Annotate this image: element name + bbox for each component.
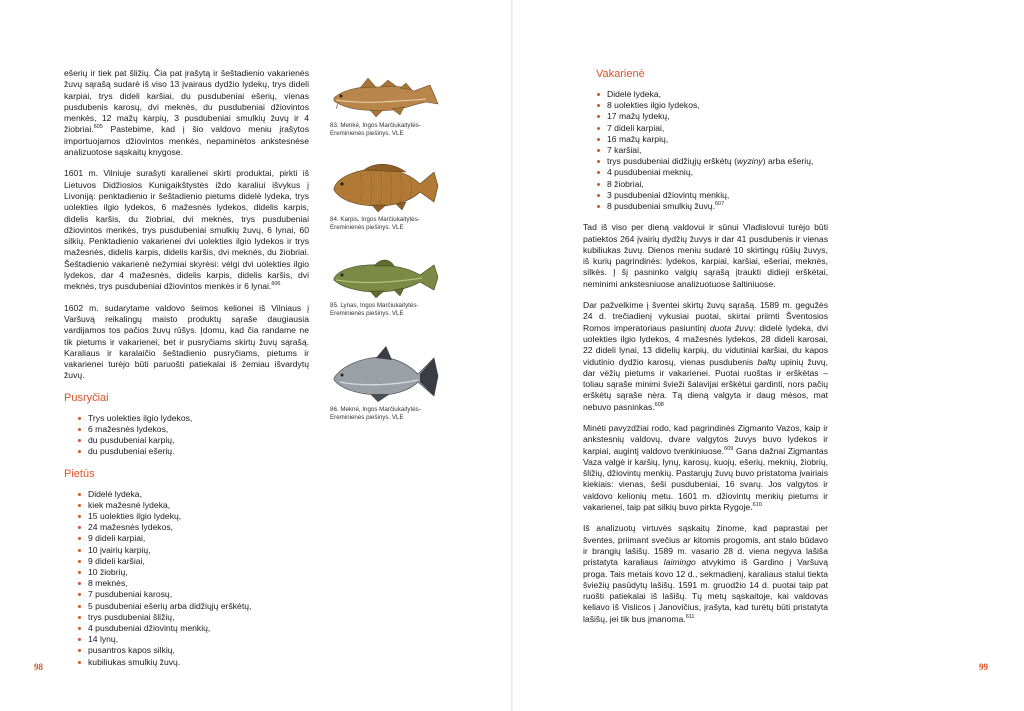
list-item: Didelė lydeka, — [88, 489, 309, 500]
list-item: 14 lynų, — [88, 634, 309, 645]
list-item: 6 mažesnės lydekos, — [88, 424, 309, 435]
cod-illustration — [330, 72, 442, 120]
right-paragraph-3: Minėti pavyzdžiai rodo, kad pagrindinės Zigmanto Vazos, kaip ir ankstesnių valdovų, dvare valgytos žuvys buvo lydekos ir karpiai, augintį valdovo tvenkiniuose.$^{609}$ Gana dažnai Zigmantas Vaza valgė ir karšių, lynų, karosų, kuojų, ešerių, meknių, žiobrių, šližių, džiovintų menkių. Pastarųjų žuvų buvo pristatoma įvairiais kiekiais: vienas, šeši pusdubeniai, 16 svarų. Jos valgytos ir valdovo kelionių metu. 1601 m. džiovintų menkių pietums ir vakarienei, taip pat silkių buvo pirkta Rygoje.$^{610}$ — [583, 422, 828, 513]
list-item: 9 dideli karpiai, — [88, 533, 309, 544]
list-item: du pusdubeniai ešerių. — [88, 446, 309, 457]
left-text-column — [64, 68, 309, 678]
list-item: 4 pusdubeniai džiovintų menkių, — [88, 623, 309, 634]
list-item: 7 karšiai, — [607, 145, 828, 156]
figure-caption-83: 83. Menkė, Ingos Marčiukaitytės-Ereminienės piešinys. VLE — [330, 122, 421, 138]
right-paragraph-1: Tad iš viso per dieną valdovui ir sūnui Vladislovui turėjo būti patiektos 264 įvairių dydžių žuvys ir dar 41 pusdubenis ir vienas kubiliukas žuvų. Dienos meniu sudarė 10 skirtingų rūšių žuvys, iš kurių pagrindinės: lydekos, karpiai, karšiai, ešeriai, meknės, silkės. Į šį pasninko valgių sąrašą įtraukti didieji erškėtai, neminimi ankstesniuose analizuotuose šaltiniuose. — [583, 222, 828, 289]
list-item: trys pusdubeniai didžiųjų erškėtų (wyziny) arba ešerių, — [607, 156, 828, 167]
list-item: 8 uolekties ilgio lydekos, — [607, 100, 828, 111]
list-item: kubiliukas smulkių žuvų. — [88, 657, 309, 668]
list-item: 7 dideli karpiai, — [607, 123, 828, 134]
list-item: 9 dideli karšiai, — [88, 556, 309, 567]
figure-tench — [330, 254, 445, 318]
list-item: 17 mažų lydekų, — [607, 111, 828, 122]
tench-illustration — [330, 254, 442, 300]
list-item: 10 įvairių karpių, — [88, 545, 309, 556]
bream-illustration — [330, 344, 442, 404]
list-item: 4 pusdubeniai meknių, — [607, 167, 828, 178]
list-item: 8 meknės, — [88, 578, 309, 589]
left-paragraph-2: 1601 m. Vilniuje surašyti karalienei skirti produktai, pirkti iš Lietuvos Didžiosios Kunigaikštystės iždo karaliui išvykus į Livoniją: penktadienio ir šeštadienio pietums didelė lydeka, trys uolekties ilgio lydekos, 6 mažesnės lydekos, didelis karpis, didelis karšis, du žiobriai, dvi meknės, trys pusdubeniai džiovintos menkės, trys pusdubeniai smulkių žuvų, 6 lynai, 60 silkių. Penktadienio vakarienei dvi uolekties ilgio lydekos ir trys mažesnės, didelis karpis, didelis karšis, dvi meknės, du žiobriai. Šeštadienio vakarienė nežymiai skyrėsi: vėlgi dvi uolekties ilgio lydekos, dar 4 mažesnės, didelis karpis, didelis karšis, dvi meknės, trys pusdubeniai džiovintos menkės ir 6 lynai.$^{606}$ — [64, 168, 309, 292]
left-paragraph-1: ešerių ir tiek pat šližių. Čia pat įrašytą ir šeštadienio vakarienės žuvų sąrašą sudarė iš viso 13 įvairaus dydžio lydekų, trys dideli karpiai, trys dideli karšiai, du pusdubeniai ešerių, vienas pusdubenis karosų, dvi meknės, du pusdubeniai džiovintos menkės, 12 mažų karpių, 3 pusdubeniai smulkių žuvų ir 4 žiobriai.$^{605}$ Pastebime, kad į šio valdovo meniu įrašytos importuojamos džiovintos menkės, nepaminėtos ankstesnėse analizuotose sąskaitų knygose. — [64, 68, 309, 158]
list-item: kiek mažesnė lydeka, — [88, 500, 309, 511]
lunch-heading: Pietūs — [64, 467, 95, 480]
list-item: pusantros kapos silkių, — [88, 645, 309, 656]
page-number-right: 99 — [979, 662, 988, 672]
page-gutter — [511, 0, 513, 711]
list-item: 24 mažesnės lydekos, — [88, 522, 309, 533]
list-item: 3 pusdubeniai džiovintų menkių, — [607, 190, 828, 201]
list-item: 10 žiobrių, — [88, 567, 309, 578]
list-item: trys pusdubeniai šližių, — [88, 612, 309, 623]
figure-caption-86: 86. Meknė, Ingos Marčiukaitytės-Ereminienės piešinys. VLE — [330, 406, 421, 422]
right-text-column — [583, 68, 828, 635]
list-item: 8 pusdubeniai smulkių žuvų.$^{607}$ — [607, 201, 828, 212]
figure-cod — [330, 72, 445, 138]
list-item: 5 pusdubeniai ešerių arba didžiųjų erškėtų, — [88, 601, 309, 612]
breakfast-list — [64, 413, 309, 458]
list-item: Trys uolekties ilgio lydekos, — [88, 413, 309, 424]
list-item: Didelė lydeka, — [607, 89, 828, 100]
lunch-list — [64, 489, 309, 668]
figure-bream — [330, 344, 445, 422]
left-paragraph-3: 1602 m. sudarytame valdovo šeimos kelionei iš Vilniaus į Varšuvą reikalingų maisto produktų sąraše daugiausia vardijamos tos pačios žuvų rūšys. Įdomu, kad čia randame ne tik pietums ir vakarienei, bet ir pusryčiams skirtų žuvų sąrašą. Karaliaus ir karalaičio šeštadienio pusryčiams, pietums ir vakarienei turėjo būti paruošti patiekalai iš žemiau išvardytų žuvų. — [64, 302, 309, 381]
breakfast-heading: Pusryčiai — [64, 391, 109, 404]
list-item: 7 pusdubeniai karosų, — [88, 589, 309, 600]
figure-caption-84: 84. Karpis, Ingos Marčiukaitytės-Ereminienės piešinys. VLE — [330, 216, 420, 232]
list-item: 15 uolekties ilgio lydekų, — [88, 511, 309, 522]
figure-carp — [330, 160, 445, 232]
dinner-list — [583, 89, 828, 212]
carp-illustration — [330, 160, 442, 214]
list-item: 16 mažų karpių, — [607, 134, 828, 145]
list-item: du pusdubeniai karpių, — [88, 435, 309, 446]
list-item: 8 žiobriai, — [607, 179, 828, 190]
dinner-heading: Vakarienė — [596, 68, 645, 80]
right-paragraph-2: Dar pažvelkime į šventei skirtų žuvų sąrašą. 1589 m. gegužės 24 d. trečiadienį vykusiai puotai, skirtai priimti Šventosios Romos imperatoriaus pasiuntinį duota žuvų: didelė lydeka, dvi uolekties ilgio lydekos, 4 mažesnės lydekos, 28 dideli karosai, 22 dideli lynai, 13 didelių karpių, du vidutiniai karšiai, du kapos vidutinio dydžio karosų, vienas pusdubenis baltų upinių žuvų, dar vėžių pietums ir vakarienei. Puotai ruoštas ir erškėtas – toliau sąraše minimi švieži šalavijai erškėtui gardinti, nors pačių erškėtų sąraše nėra. Tą dieną valgyta ir daug mėsos, mat nebuvo pasninkas.$^{608}$ — [583, 300, 829, 412]
figure-caption-85: 85. Lynas, Ingos Marčiukaitytės-Ereminienės piešinys. VLE — [330, 302, 419, 318]
page-number-left: 98 — [34, 662, 43, 672]
right-paragraph-4: Iš analizuotų virtuvės sąskaitų žinome, kad paprastai per šventes, priimant svečius ar kitomis progomis, ant stalo būdavo ir brangių lašišų. 1589 m. vasario 28 d. viena negyva lašiša pristatyta karaliaus laimingo atvykimo iš Gardino į Varšuvą proga. Tais metais kovo 12 d., sekmadienį, karaliaus stalui tiekta šviežių pasūdytų lašišų. 1591 m. gruodžio 14 d. puotai taip pat ruošti patiekalai iš lašišų. Tų metų sąskaitoje, kai valdovas keliavo iš Vislicos į Janovičius, įrašyta, kad turėtų būti pristatyta lašišų, jei tik bus įmanoma.$^{611}$ — [583, 523, 828, 624]
